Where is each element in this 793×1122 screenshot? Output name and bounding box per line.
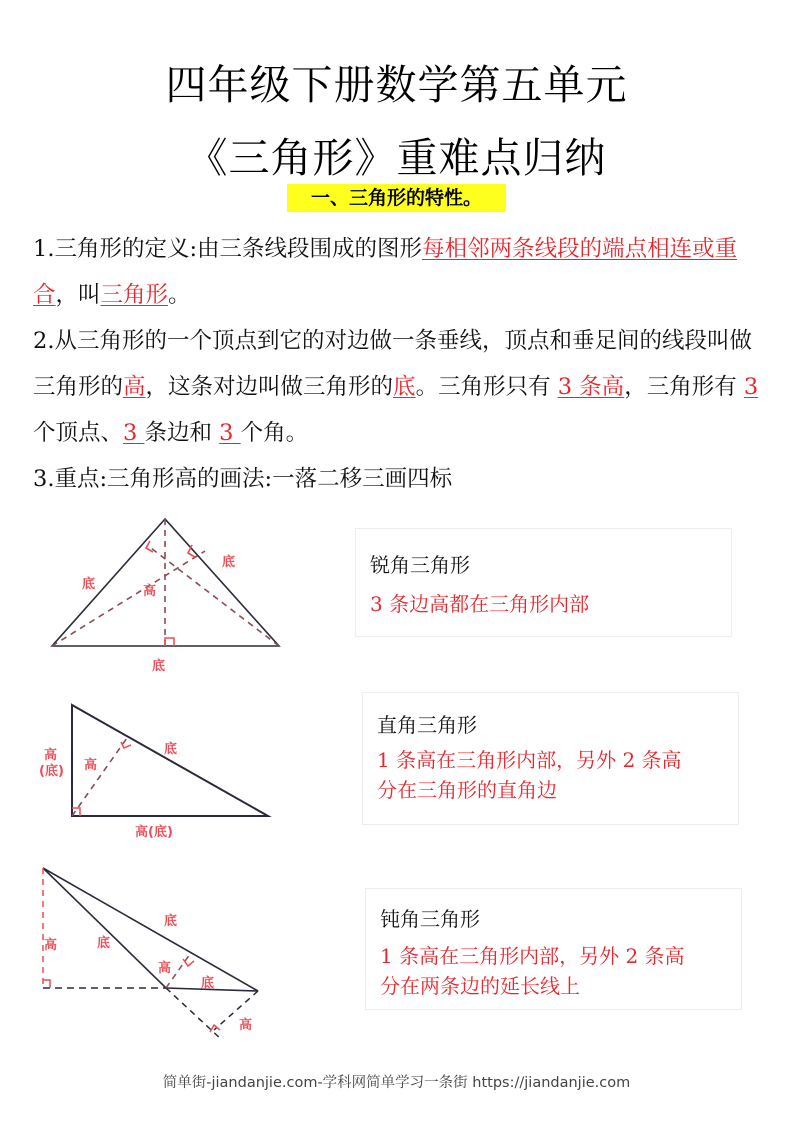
obtuse-bottom-base-label: 底: [201, 976, 215, 991]
point-2-mid2: 。三角形只有: [415, 374, 558, 400]
right-triangle: [39, 705, 268, 840]
card-description-line1: 1 条高在三角形内部，另外 2 条高: [377, 748, 682, 772]
card-title: 直角三角形: [377, 713, 477, 737]
point-2-answer-vertices: 3: [743, 374, 759, 400]
obtuse-triangle-card: [365, 888, 742, 1010]
right-left-height-label: 高: [44, 748, 58, 763]
point-2-mid1: ，这条对边叫做三角形的: [145, 374, 394, 400]
obtuse-top-side-base-label: 底: [164, 914, 178, 929]
point-2-mid5: 条边和: [144, 420, 220, 446]
point-2-answer-angles: 3: [219, 420, 241, 446]
page-title-line2: 《三角形》重难点归纳: [186, 134, 607, 182]
point-2-end: 个角。: [240, 420, 309, 446]
obtuse-inner-height-label: 高: [158, 961, 172, 976]
obtuse-triangle: [43, 868, 258, 1040]
right-bottom-height-base-label: 高(底): [135, 825, 173, 840]
point-2-answer-base: 底: [393, 374, 416, 400]
card-description-line1: 3 条边高都在三角形内部: [370, 592, 590, 616]
right-left-base-paren-label: (底): [39, 764, 64, 779]
obtuse-left-height-label: 高: [44, 938, 58, 953]
right-triangle-card: [362, 692, 739, 825]
card-description-line2: 分在两条边的延长线上: [380, 974, 580, 998]
section-heading: 一、三角形的特性。: [287, 184, 506, 212]
point-1-end: 。: [168, 282, 191, 308]
card-title: 钝角三角形: [380, 907, 480, 931]
right-hypotenuse-base-label: 底: [164, 742, 178, 757]
obtuse-left-side-base-label: 底: [97, 936, 111, 951]
point-2-answer-heights: 3 条高: [557, 374, 625, 400]
card-description-line2: 分在三角形的直角边: [377, 778, 557, 802]
point-2-answer-sides: 3: [123, 420, 145, 446]
acute-bottom-base-label: 底: [152, 659, 166, 674]
page-title-line1: 四年级下册数学第五单元: [165, 61, 628, 109]
acute-left-base-label: 底: [82, 577, 96, 592]
point-3-key-method: 3.重点:三角形高的画法:一落二移三画四标: [33, 466, 453, 492]
acute-triangle: [52, 519, 279, 674]
acute-height-label: 高: [143, 584, 157, 599]
point-2-mid3: ，三角形有: [624, 374, 744, 400]
point-2-answer-height: 高: [123, 374, 146, 400]
right-inner-height-label: 高: [84, 758, 98, 773]
card-description-line1: 1 条高在三角形内部，另外 2 条高: [380, 944, 685, 968]
card-title: 锐角三角形: [370, 553, 470, 577]
point-1-answer-2: 三角形: [100, 282, 169, 308]
point-2-prefix: 2.从三角形的一个顶点到它的对边做一条垂线，顶点和垂足间的线段叫做三角形的: [33, 328, 752, 400]
point-2-mid4: 个顶点、: [33, 420, 124, 446]
point-1-prefix: 1.三角形的定义:由三条线段围成的图形: [33, 236, 423, 262]
acute-right-base-label: 底: [222, 555, 236, 570]
acute-triangle-card: [355, 528, 732, 637]
point-1-mid: ，叫: [55, 282, 101, 308]
acute-triangle-diagram: [0, 0, 330, 1122]
obtuse-outer-height-label: 高: [239, 1018, 253, 1033]
footer-watermark: 简单街-jiandanjie.com-学科网简单学习一条街 https://jiandanjie.com: [162, 1075, 631, 1091]
point-1-answer-1: 每相邻两条线段的端点相连或重合: [33, 236, 738, 308]
